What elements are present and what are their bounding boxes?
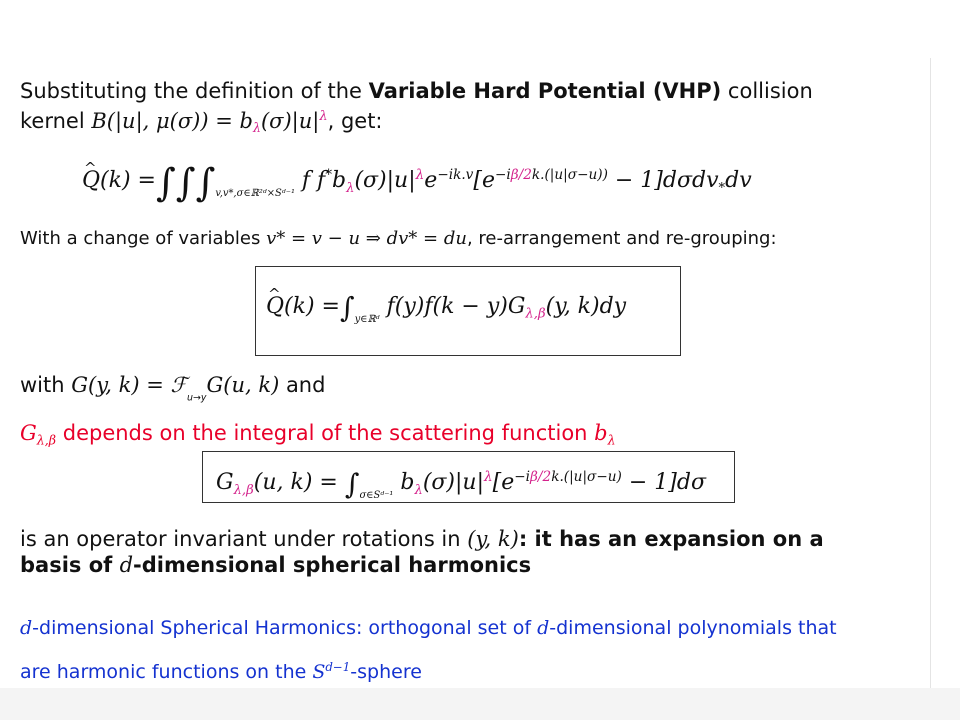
equation-q-hat: ^ $Q(k) =\int\int\int_{v,v*,\sigma\in ℝ^2ᵈ\times Sᵈ^{-1}}$ f $f^*b_\lambda(\sigma)|u|^\lambda e^{-ik.v}[e^{-i\beta/2k.(|u|\sigma-u))} - 1]d\sigma dv_*dv$ [82, 160, 752, 209]
intro-line-1: Substituting the definition of the Variable Hard Potential (VHP) collision [20, 79, 813, 103]
g-depends-line: $G_{\lambda,\beta}$ depends on the integral of the scattering function $b_\lambda$ [20, 421, 616, 448]
right-divider [930, 58, 931, 698]
equation-g-lambda-beta: $G_{\lambda,\beta}(u$, $k) = \int_{\sigma\in Sᵈ^{-1}}$ $b_\lambda(\sigma)|u|^\lambda[e^{-i\beta/2k.(|u|\sigma-u)} - 1]d\sigma$ [216, 467, 706, 502]
operator-invariant-line-2: basis of d-dimensional spherical harmonics [20, 553, 532, 577]
bottom-band [0, 688, 960, 720]
operator-invariant-line-1: is an operator invariant under rotations in (y, k): it has an expansion on a [20, 527, 824, 551]
equation-q-hat-convolution: ^ $Q(k) =\int_{y\in ℝᵈ}$ $f(y)f(k - y)G_{\lambda,\beta}(y$, k)dy [266, 292, 626, 335]
with-g-hat-line: with G(y, k) = ℱ$_{u\to y}$G(u, k) and [20, 373, 326, 404]
change-of-variables-line: With a change of variables v* = v − u ⇒ dv* = du, re-arrangement and re-grouping: [20, 228, 777, 249]
intro-line-2: kernel B(|u|, $\mu(\sigma)) = b_\lambda(\sigma)|u|^\lambda$, get: [20, 108, 383, 136]
spherical-harmonics-line-1: d-dimensional Spherical Harmonics: orthogonal set of d-dimensional polynomials that [20, 617, 837, 639]
spherical-harmonics-line-2: are harmonic functions on the $S^{d-1}$-sphere [20, 660, 422, 684]
